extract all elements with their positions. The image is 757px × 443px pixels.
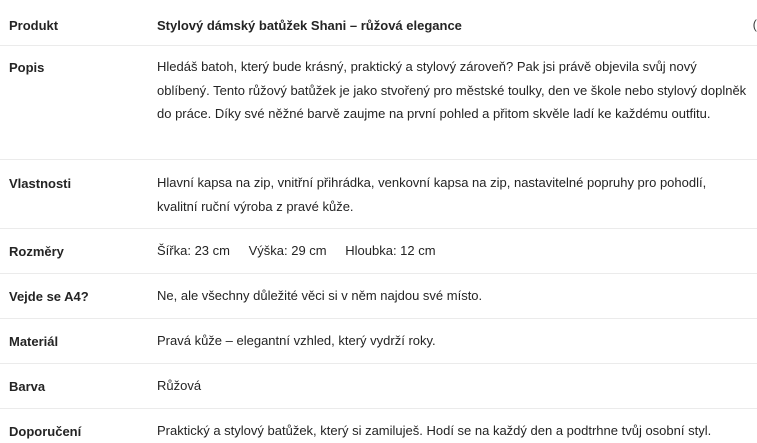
row-key: Rozměry [9,244,64,259]
row-value: Pravá kůže – elegantní vzhled, který vydrží roky. [157,333,436,348]
row-value: Hlavní kapsa na zip, vnitřní přihrádka, venkovní kapsa na zip, nastavitelné popruhy pro pohodlí, kvalitní ruční výroba z pravé kůže. [157,175,707,214]
clipped-edge-glyph: ( [752,17,757,32]
row-key: Vlastnosti [9,176,72,191]
dimension-height: Výška: 29 cm [248,243,327,258]
dimensions [157,229,757,273]
dimension-depth: Hloubka: 12 cm [345,243,436,258]
row-key: Barva [9,379,46,394]
product-name: Stylový dámský batůžek Shani – růžová elegance [157,18,462,33]
dimension-width: Šířka: 23 cm [157,243,230,258]
row-value: Ne, ale všechny důležité věci si v něm najdou své místo. [157,288,483,303]
row-key: Materiál [9,334,59,349]
row-product [0,0,757,46]
row-value: Praktický a stylový batůžek, který si zamiluješ. Hodí se na každý den a podtrhne tvůj osobní styl. [157,423,712,438]
row-recommendation [0,409,757,443]
row-key: Vejde se A4? [9,289,89,304]
row-features [0,160,757,229]
row-fits-a4 [0,274,757,319]
row-key: Doporučení [9,424,82,439]
row-color [0,364,757,409]
row-key: Produkt [9,18,59,33]
row-description [0,46,757,160]
row-value: Růžová [157,378,202,393]
row-key: Popis [9,60,45,75]
row-material [0,319,757,364]
row-value: Hledáš batoh, který bude krásný, praktický a stylový zároveň? Pak jsi právě objevila svůj nový oblíbený. Tento růžový batůžek je jako stvořený pro městské toulky, den ve škole nebo stylový doplněk do práce. Díky své něžné barvě zaujme na první pohled a přitom skvěle ladí ke každému outfitu. [157,59,747,121]
row-dimensions [0,229,757,274]
